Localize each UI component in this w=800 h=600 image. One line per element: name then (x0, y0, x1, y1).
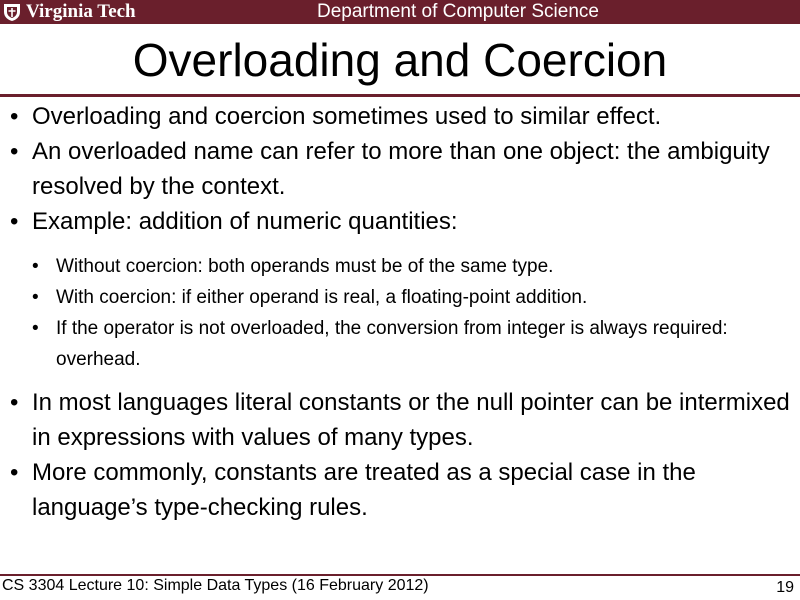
department-label: Department of Computer Science (317, 1, 599, 22)
title-divider (0, 94, 800, 97)
page-number: 19 (776, 579, 794, 596)
bullet-item: • More commonly, constants are treated as a special case in the language’s type-checking rules. (10, 455, 790, 525)
sub-bullet-item: • If the operator is not overloaded, the conversion from integer is always required: overhead. (32, 313, 790, 375)
sub-bullet-item: • With coercion: if either operand is real, a floating-point addition. (32, 282, 790, 313)
bullet-item: • Overloading and coercion sometimes used to similar effect. (10, 99, 790, 134)
virginia-tech-logo (2, 1, 136, 23)
sub-bullet-list (10, 251, 790, 375)
bullet-item: • In most languages literal constants or the null pointer can be intermixed in expressions with values of many types. (10, 385, 790, 455)
slide-content (10, 99, 790, 525)
slide-title: Overloading and Coercion (132, 34, 668, 86)
logo-text: Virginia Tech (26, 1, 136, 22)
vt-shield-icon (2, 2, 22, 22)
sub-bullet-item: • Without coercion: both operands must be of the same type. (32, 251, 790, 282)
bullet-item: • Example: addition of numeric quantities: (10, 204, 790, 239)
header-bar (0, 0, 800, 24)
footer-course-label: CS 3304 Lecture 10: Simple Data Types (16 February 2012) (2, 577, 429, 594)
bullet-item: • An overloaded name can refer to more than one object: the ambiguity resolved by the context. (10, 134, 790, 204)
